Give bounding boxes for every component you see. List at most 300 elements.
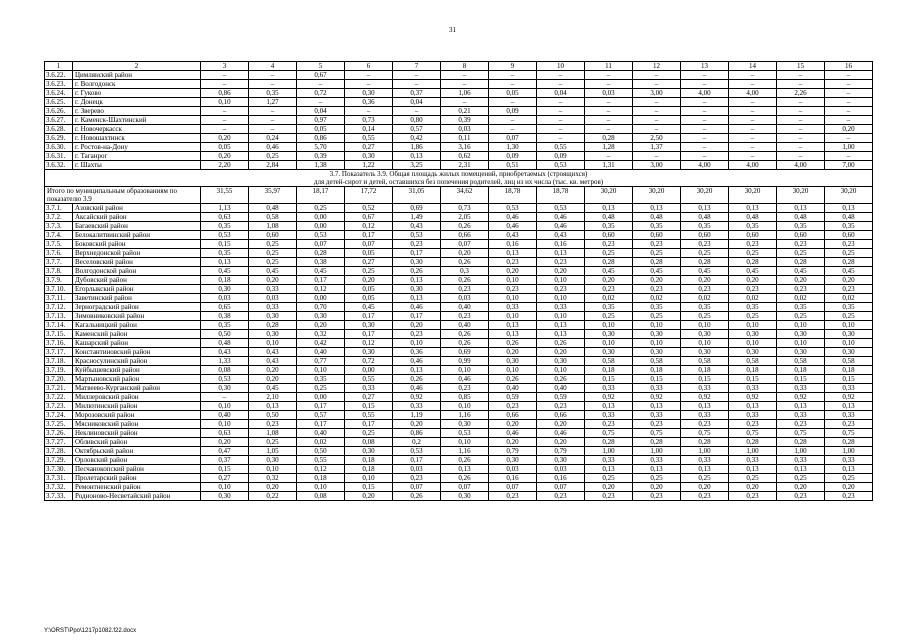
value-cell: 0,45	[585, 267, 633, 276]
value-cell: –	[585, 98, 633, 107]
value-cell: –	[201, 107, 249, 116]
value-cell: 0,10	[537, 312, 585, 321]
row-code-cell: 3.6.26.	[45, 107, 73, 116]
value-cell: 1,49	[393, 213, 441, 222]
value-cell: 0,03	[489, 465, 537, 474]
value-cell: –	[633, 152, 681, 161]
value-cell: 0,13	[825, 402, 873, 411]
value-cell: 0,10	[201, 402, 249, 411]
value-cell: 0,30	[345, 89, 393, 98]
value-cell: 0,33	[489, 303, 537, 312]
value-cell: 0,63	[201, 429, 249, 438]
table-row	[45, 161, 873, 170]
table-row	[45, 267, 873, 276]
value-cell: 0,23	[633, 420, 681, 429]
value-cell: 0,25	[681, 312, 729, 321]
value-cell: 0,46	[489, 429, 537, 438]
value-cell: 0,20	[729, 483, 777, 492]
row-name-cell: Кагальницкий район	[73, 321, 201, 330]
value-cell: 2,20	[201, 161, 249, 170]
value-cell: 0,25	[249, 152, 297, 161]
value-cell: 0,75	[777, 429, 825, 438]
value-cell: 0,33	[777, 411, 825, 420]
value-cell: 0,17	[393, 312, 441, 321]
value-cell: 0,02	[585, 294, 633, 303]
value-cell: –	[729, 125, 777, 134]
row-name-cell: Орловский район	[73, 456, 201, 465]
table-row	[45, 429, 873, 438]
value-cell: 0,35	[585, 303, 633, 312]
row-name-cell: Дубовский район	[73, 276, 201, 285]
value-cell: 0,23	[441, 285, 489, 294]
value-cell: 0,07	[489, 483, 537, 492]
row-name-cell: Боковский район	[73, 240, 201, 249]
value-cell: 0,46	[537, 222, 585, 231]
value-cell: –	[393, 71, 441, 80]
value-cell: 0,25	[681, 249, 729, 258]
value-cell: 0,60	[681, 231, 729, 240]
value-cell: 0,13	[681, 204, 729, 213]
value-cell: 0,00	[297, 393, 345, 402]
value-cell: –	[633, 116, 681, 125]
value-cell: 0,20	[777, 483, 825, 492]
value-cell: –	[585, 71, 633, 80]
row-code-cell: 3.7.9.	[45, 276, 73, 285]
total-value-cell: 30,20	[681, 187, 729, 204]
value-cell: 0,35	[633, 222, 681, 231]
page-number: 31	[449, 26, 456, 34]
value-cell: 0,13	[777, 465, 825, 474]
row-name-cell: Октябрьский район	[73, 447, 201, 456]
value-cell: 0,20	[489, 267, 537, 276]
value-cell: 0,14	[345, 125, 393, 134]
value-cell: 0,10	[633, 339, 681, 348]
table-row	[45, 357, 873, 366]
value-cell: 0,26	[441, 339, 489, 348]
table-row	[45, 231, 873, 240]
value-cell: –	[681, 80, 729, 89]
value-cell: 0,15	[777, 375, 825, 384]
value-cell: 0,00	[297, 222, 345, 231]
value-cell: 0,07	[441, 240, 489, 249]
value-cell: 0,35	[681, 222, 729, 231]
value-cell: 0,25	[585, 312, 633, 321]
row-code-cell: 3.6.31.	[45, 152, 73, 161]
value-cell: 0,10	[441, 366, 489, 375]
value-cell: 0,23	[633, 240, 681, 249]
value-cell: 0,23	[729, 420, 777, 429]
value-cell: 0,15	[681, 375, 729, 384]
value-cell: 0,25	[729, 474, 777, 483]
value-cell: 0,33	[345, 384, 393, 393]
value-cell: 0,23	[537, 402, 585, 411]
total-value-cell: 34,62	[441, 187, 489, 204]
value-cell: 0,43	[489, 231, 537, 240]
value-cell: 0,86	[201, 89, 249, 98]
value-cell: –	[633, 80, 681, 89]
value-cell: 0,10	[585, 321, 633, 330]
value-cell: 3,25	[393, 161, 441, 170]
value-cell: 0,10	[201, 98, 249, 107]
file-path-footer: Y:\ORST\Ppo\1217p1082.f22.docx	[44, 628, 137, 634]
value-cell: 0,48	[201, 339, 249, 348]
value-cell: –	[777, 143, 825, 152]
column-number-cell: 3	[201, 62, 249, 71]
value-cell: 0,15	[345, 483, 393, 492]
value-cell: –	[777, 107, 825, 116]
table-row	[45, 339, 873, 348]
value-cell: 0,43	[537, 231, 585, 240]
value-cell: 0,58	[249, 213, 297, 222]
value-cell: 0,03	[441, 125, 489, 134]
row-name-cell: Азовский район	[73, 204, 201, 213]
value-cell: 1,05	[249, 447, 297, 456]
value-cell: 0,20	[537, 438, 585, 447]
value-cell: 0,18	[345, 465, 393, 474]
value-cell: 0,16	[489, 240, 537, 249]
value-cell: 0,12	[297, 285, 345, 294]
value-cell: 0,10	[825, 339, 873, 348]
value-cell: 0,10	[249, 465, 297, 474]
table-row	[45, 276, 873, 285]
row-name-cell: Красносулинский район	[73, 357, 201, 366]
value-cell: 0,03	[201, 294, 249, 303]
value-cell: 0,10	[729, 339, 777, 348]
column-number-cell: 10	[537, 62, 585, 71]
row-name-cell: г. Донецк	[73, 98, 201, 107]
value-cell: 0,46	[441, 375, 489, 384]
value-cell: 0,23	[777, 285, 825, 294]
value-cell: 0,25	[777, 312, 825, 321]
value-cell: 0,72	[345, 357, 393, 366]
row-name-cell: Мартыновский район	[73, 375, 201, 384]
value-cell: 2,26	[777, 89, 825, 98]
value-cell: 0,33	[729, 456, 777, 465]
value-cell: 0,46	[393, 303, 441, 312]
row-name-cell: Константиновский район	[73, 348, 201, 357]
row-code-cell: 3.7.4.	[45, 231, 73, 240]
value-cell: 0,38	[297, 258, 345, 267]
table-row	[45, 116, 873, 125]
total-value-cell: 18,78	[537, 187, 585, 204]
value-cell: 0,77	[297, 357, 345, 366]
value-cell: 0,08	[297, 492, 345, 501]
value-cell: 0,28	[585, 438, 633, 447]
value-cell: 0,45	[633, 267, 681, 276]
column-number-cell: 1	[45, 62, 73, 71]
value-cell: 0,13	[585, 465, 633, 474]
value-cell: 0,33	[633, 384, 681, 393]
value-cell: 0,03	[537, 465, 585, 474]
row-code-cell: 3.7.33.	[45, 492, 73, 501]
value-cell: 0,09	[489, 152, 537, 161]
value-cell: 0,30	[825, 330, 873, 339]
value-cell: 0,26	[441, 276, 489, 285]
value-cell: 0,69	[393, 204, 441, 213]
value-cell: 0,40	[489, 384, 537, 393]
value-cell: 0,23	[777, 240, 825, 249]
value-cell: –	[249, 116, 297, 125]
table-row	[45, 303, 873, 312]
value-cell: 0,92	[633, 393, 681, 402]
row-code-cell: 3.7.20.	[45, 375, 73, 384]
value-cell: 0,13	[393, 294, 441, 303]
row-code-cell: 3.7.14.	[45, 321, 73, 330]
row-code-cell: 3.7.11.	[45, 294, 73, 303]
table-row	[45, 80, 873, 89]
value-cell: 1,08	[249, 222, 297, 231]
column-number-cell: 5	[297, 62, 345, 71]
row-code-cell: 3.7.12.	[45, 303, 73, 312]
value-cell: 0,26	[537, 339, 585, 348]
value-cell: 0,23	[489, 258, 537, 267]
value-cell: –	[681, 116, 729, 125]
value-cell: 0,25	[249, 249, 297, 258]
value-cell: 0,53	[393, 447, 441, 456]
value-cell: –	[345, 71, 393, 80]
value-cell: 1,33	[201, 357, 249, 366]
value-cell: 0,38	[201, 312, 249, 321]
value-cell: 0,20	[681, 276, 729, 285]
value-cell: 0,51	[489, 161, 537, 170]
value-cell: 0,48	[249, 204, 297, 213]
value-cell: 0,12	[297, 465, 345, 474]
value-cell: 0,40	[441, 303, 489, 312]
value-cell: 0,25	[345, 429, 393, 438]
value-cell: –	[585, 80, 633, 89]
row-code-cell: 3.7.30.	[45, 465, 73, 474]
row-code-cell: 3.7.27.	[45, 438, 73, 447]
value-cell: 0,30	[393, 285, 441, 294]
value-cell: 0,10	[537, 276, 585, 285]
value-cell: 1,00	[585, 447, 633, 456]
value-cell: 0,00	[297, 213, 345, 222]
value-cell: 0,10	[201, 420, 249, 429]
column-number-cell: 15	[777, 62, 825, 71]
value-cell: 0,30	[441, 492, 489, 501]
value-cell: 0,43	[249, 357, 297, 366]
table-row	[45, 447, 873, 456]
value-cell: 0,20	[201, 134, 249, 143]
value-cell: 0,30	[585, 330, 633, 339]
value-cell: 0,48	[585, 213, 633, 222]
value-cell: 0,30	[249, 330, 297, 339]
value-cell: 0,35	[825, 303, 873, 312]
value-cell: 0,23	[681, 492, 729, 501]
value-cell: 0,46	[537, 213, 585, 222]
value-cell: 0,17	[393, 456, 441, 465]
value-cell: 0,30	[585, 348, 633, 357]
value-cell: 0,25	[633, 474, 681, 483]
value-cell: –	[441, 71, 489, 80]
total-value-cell: 30,20	[633, 187, 681, 204]
value-cell: 0,53	[201, 231, 249, 240]
section-title-line1: 3.7. Показатель 3.9. Общая площадь жилых помещений, приобретаемых (строящихся)	[329, 170, 588, 178]
table-row	[45, 456, 873, 465]
value-cell: –	[825, 107, 873, 116]
table-row	[45, 152, 873, 161]
data-table	[44, 61, 873, 501]
value-cell: –	[297, 98, 345, 107]
value-cell: –	[537, 125, 585, 134]
value-cell: 2,84	[249, 161, 297, 170]
value-cell: 0,13	[729, 204, 777, 213]
value-cell: 0,23	[585, 285, 633, 294]
value-cell: –	[249, 80, 297, 89]
value-cell: 0,46	[393, 384, 441, 393]
value-cell: –	[777, 71, 825, 80]
row-name-cell: Пролетарский район	[73, 474, 201, 483]
column-number-cell: 7	[393, 62, 441, 71]
value-cell: –	[681, 71, 729, 80]
value-cell: 0,25	[585, 249, 633, 258]
table-row	[45, 240, 873, 249]
value-cell: 0,59	[537, 393, 585, 402]
value-cell: 0,13	[489, 321, 537, 330]
value-cell: 0,13	[633, 204, 681, 213]
value-cell: 0,23	[249, 420, 297, 429]
row-name-cell: Каменский район	[73, 330, 201, 339]
value-cell: 0,07	[441, 483, 489, 492]
total-value-cell: 17,72	[345, 187, 393, 204]
value-cell: 0,13	[585, 402, 633, 411]
row-code-cell: 3.7.23.	[45, 402, 73, 411]
table-row	[45, 312, 873, 321]
value-cell: 0,66	[441, 231, 489, 240]
value-cell: 0,18	[729, 366, 777, 375]
row-code-cell: 3.6.24.	[45, 89, 73, 98]
row-code-cell: 3.7.5.	[45, 240, 73, 249]
table-row	[45, 384, 873, 393]
value-cell: –	[585, 116, 633, 125]
value-cell: 0,26	[441, 330, 489, 339]
value-cell: 0,30	[201, 492, 249, 501]
value-cell: 0,80	[393, 116, 441, 125]
value-cell: 1,00	[681, 447, 729, 456]
table-row	[45, 134, 873, 143]
value-cell: 0,59	[489, 393, 537, 402]
value-cell: 1,00	[729, 447, 777, 456]
value-cell: 0,25	[681, 474, 729, 483]
value-cell: 0,20	[489, 438, 537, 447]
value-cell: 0,26	[393, 375, 441, 384]
value-cell: 0,92	[777, 393, 825, 402]
value-cell: 0,35	[201, 321, 249, 330]
value-cell: 0,39	[441, 116, 489, 125]
value-cell: 0,08	[345, 438, 393, 447]
row-code-cell: 3.7.17.	[45, 348, 73, 357]
value-cell: 0,72	[297, 89, 345, 98]
value-cell: 0,10	[537, 294, 585, 303]
value-cell: –	[201, 80, 249, 89]
value-cell: 0,35	[729, 222, 777, 231]
value-cell: 0,12	[345, 339, 393, 348]
table-row	[45, 204, 873, 213]
value-cell: –	[201, 393, 249, 402]
value-cell: 1,00	[633, 447, 681, 456]
row-code-cell: 3.7.28.	[45, 447, 73, 456]
value-cell: 0,60	[777, 231, 825, 240]
value-cell: 0,20	[249, 276, 297, 285]
value-cell: –	[249, 71, 297, 80]
value-cell: 0,10	[393, 339, 441, 348]
value-cell: 0,28	[729, 438, 777, 447]
table-row	[45, 330, 873, 339]
value-cell: 0,40	[201, 411, 249, 420]
value-cell: 1,06	[441, 89, 489, 98]
value-cell: 0,15	[729, 375, 777, 384]
value-cell: 0,28	[249, 321, 297, 330]
value-cell: 0,25	[729, 249, 777, 258]
value-cell: 0,20	[345, 492, 393, 501]
value-cell: 0,23	[537, 492, 585, 501]
value-cell: 0,25	[297, 384, 345, 393]
value-cell: 0,23	[729, 240, 777, 249]
value-cell: –	[729, 71, 777, 80]
value-cell: 0,23	[825, 240, 873, 249]
value-cell: –	[729, 116, 777, 125]
value-cell: 0,02	[681, 294, 729, 303]
value-cell: 0,16	[537, 240, 585, 249]
value-cell: 0,23	[441, 384, 489, 393]
value-cell: 0,13	[393, 276, 441, 285]
value-cell: 0,36	[393, 348, 441, 357]
row-name-cell: Волгодонской район	[73, 267, 201, 276]
value-cell: 1,31	[585, 161, 633, 170]
value-cell: 0,86	[297, 134, 345, 143]
value-cell: 0,15	[825, 375, 873, 384]
value-cell: 0,45	[345, 303, 393, 312]
value-cell: 0,55	[297, 456, 345, 465]
value-cell: 0,35	[729, 303, 777, 312]
value-cell: 0,23	[729, 492, 777, 501]
table-row	[45, 89, 873, 98]
value-cell: 0,45	[201, 267, 249, 276]
value-cell: 0,25	[297, 204, 345, 213]
value-cell: 0,25	[825, 312, 873, 321]
value-cell: 0,02	[729, 294, 777, 303]
value-cell: 0,30	[297, 312, 345, 321]
value-cell: 0,30	[825, 348, 873, 357]
value-cell: 0,35	[297, 375, 345, 384]
value-cell: 0,18	[201, 276, 249, 285]
value-cell: 0,62	[441, 152, 489, 161]
section-title	[45, 170, 873, 187]
value-cell: 0,43	[249, 348, 297, 357]
value-cell: 0,35	[201, 249, 249, 258]
value-cell: 0,48	[825, 213, 873, 222]
value-cell: 0,15	[633, 375, 681, 384]
value-cell: 0,20	[825, 276, 873, 285]
value-cell: 1,37	[633, 143, 681, 152]
table-row	[45, 348, 873, 357]
value-cell: –	[537, 98, 585, 107]
value-cell: 0,35	[249, 89, 297, 98]
value-cell: 0,33	[777, 456, 825, 465]
value-cell: 0,30	[201, 285, 249, 294]
value-cell: 1,16	[441, 447, 489, 456]
value-cell: 0,2	[393, 438, 441, 447]
value-cell: 0,92	[585, 393, 633, 402]
table-row	[45, 474, 873, 483]
value-cell: 0,20	[249, 375, 297, 384]
row-code-cell: 3.7.7.	[45, 258, 73, 267]
value-cell: 0,10	[489, 366, 537, 375]
row-code-cell: 3.7.8.	[45, 267, 73, 276]
value-cell: –	[537, 134, 585, 143]
value-cell: 4,00	[777, 161, 825, 170]
value-cell: 0,57	[393, 125, 441, 134]
